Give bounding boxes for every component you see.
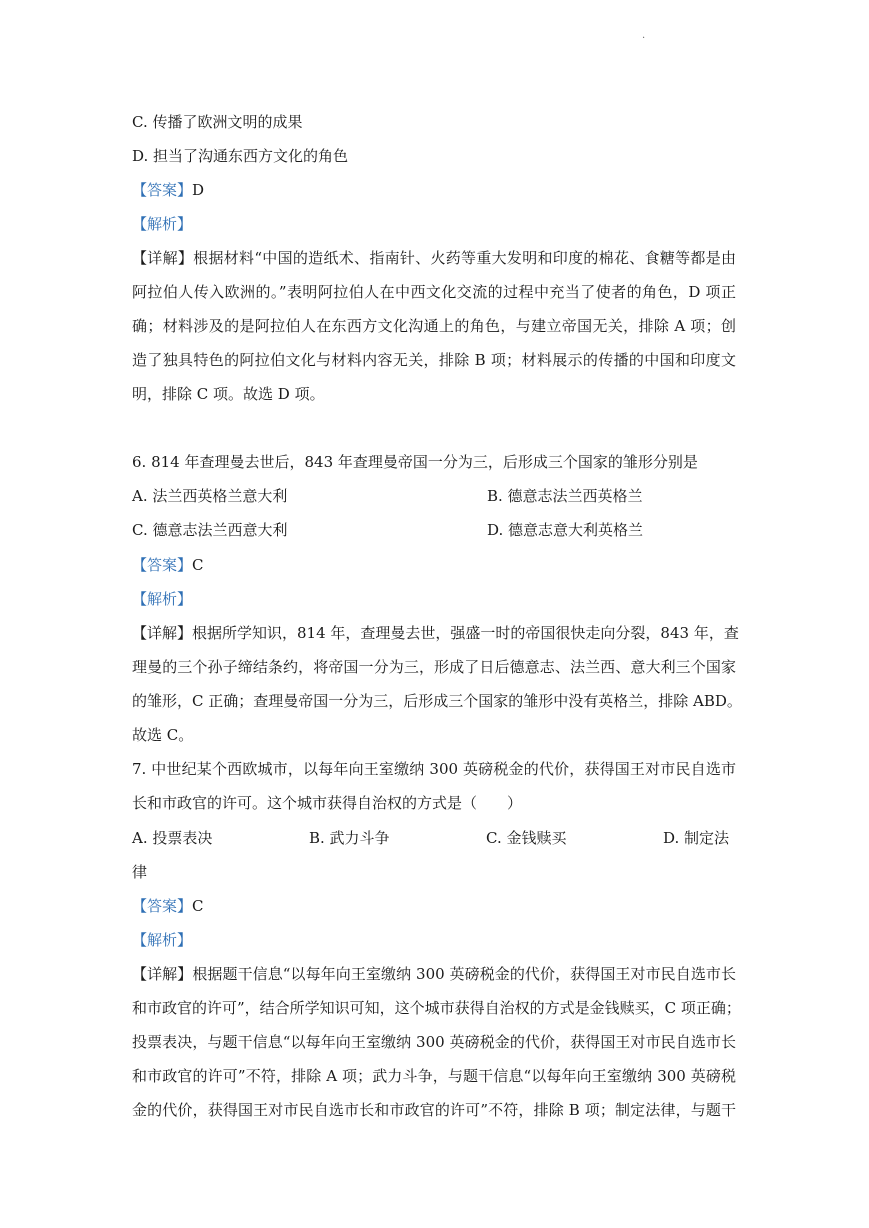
q5-detail-line-1 xyxy=(132,248,736,268)
page-marker-dot: . xyxy=(642,30,646,41)
q5-answer xyxy=(132,180,204,200)
q6-detail-line-3: 的雏形，C 正确；查理曼帝国一分为三，后形成三个国家的雏形中没有英格兰，排除 ABD。 xyxy=(132,692,742,710)
q5-detail-line-2: 阿拉伯人传入欧洲的。”表明阿拉伯人在中西文化交流的过程中充当了使者的角色，D 项正 xyxy=(132,283,736,301)
q7-stem-line-2: 长和市政官的许可。这个城市获得自治权的方式是（ ） xyxy=(132,794,523,812)
q7-option-d-continued: 律 xyxy=(132,863,148,881)
q6-option-d: D. 德意志意大利英格兰 xyxy=(487,521,644,539)
answer-label: 【答案】 xyxy=(132,897,193,915)
answer-value: D xyxy=(192,181,205,199)
q7-detail-line-2: 和市政官的许可”，结合所学知识可知，这个城市获得自治权的方式是金钱赎买，C 项正确； xyxy=(132,999,741,1017)
q7-detail-line-3: 投票表决，与题干信息“以每年向王室缴纳 300 英磅税金的代价，获得国王对市民自选市长 xyxy=(132,1033,736,1051)
q6-option-b: B. 德意志法兰西英格兰 xyxy=(487,487,643,505)
q7-answer xyxy=(132,896,204,916)
q5-detail-line-3: 确；材料涉及的是阿拉伯人在东西方文化沟通上的角色，与建立帝国无关，排除 A 项；创 xyxy=(132,317,736,335)
q6-stem: 6. 814 年查理曼去世后，843 年查理曼帝国一分为三，后形成三个国家的雏形分别是 xyxy=(132,453,698,471)
q7-stem-line-1: 7. 中世纪某个西欧城市，以每年向王室缴纳 300 英磅税金的代价，获得国王对市民自选市 xyxy=(132,760,736,778)
q6-detail-line-4: 故选 C。 xyxy=(132,726,194,744)
q7-option-b: B. 武力斗争 xyxy=(309,829,390,847)
q6-option-c: C. 德意志法兰西意大利 xyxy=(132,521,288,539)
analysis-label: 【解析】 xyxy=(132,590,193,608)
q6-option-a: A. 法兰西英格兰意大利 xyxy=(132,487,288,505)
detail-label: 【详解】 xyxy=(132,624,193,642)
answer-value: C xyxy=(192,556,204,574)
answer-label: 【答案】 xyxy=(132,556,193,574)
q6-detail-line-2: 理曼的三个孙子缔结条约，将帝国一分为三，形成了日后德意志、法兰西、意大利三个国家 xyxy=(132,658,736,676)
q7-option-d: D. 制定法 xyxy=(663,829,730,847)
q5-option-d: D. 担当了沟通东西方文化的角色 xyxy=(132,147,349,165)
q5-analysis xyxy=(132,214,192,234)
analysis-label: 【解析】 xyxy=(132,931,193,949)
detail-text: 根据题干信息“以每年向王室缴纳 300 英磅税金的代价，获得国王对市民自选市长 xyxy=(192,965,736,983)
analysis-label: 【解析】 xyxy=(132,215,193,233)
q7-detail-line-4: 和市政官的许可”不符，排除 A 项；武力斗争，与题干信息“以每年向王室缴纳 300 英磅税 xyxy=(132,1067,736,1085)
detail-text: 根据所学知识，814 年，查理曼去世，强盛一时的帝国很快走向分裂，843 年，查 xyxy=(192,624,739,642)
q6-answer xyxy=(132,555,204,575)
q5-detail-line-5: 明，排除 C 项。故选 D 项。 xyxy=(132,385,325,403)
answer-label: 【答案】 xyxy=(132,181,193,199)
detail-label: 【详解】 xyxy=(132,965,193,983)
detail-text: 根据材料“中国的造纸术、指南针、火药等重大发明和印度的棉花、食糖等都是由 xyxy=(193,249,736,267)
detail-label: 【详解】 xyxy=(132,249,194,267)
answer-value: C xyxy=(192,897,204,915)
q7-analysis xyxy=(132,930,192,950)
q7-option-c: C. 金钱赎买 xyxy=(486,829,567,847)
q7-detail-line-1 xyxy=(132,964,736,984)
q6-detail-line-1 xyxy=(132,623,739,643)
q7-option-a: A. 投票表决 xyxy=(132,829,213,847)
q5-option-c: C. 传播了欧洲文明的成果 xyxy=(132,113,303,131)
q6-analysis xyxy=(132,589,192,609)
q5-detail-line-4: 造了独具特色的阿拉伯文化与材料内容无关，排除 B 项；材料展示的传播的中国和印度文 xyxy=(132,351,736,369)
q7-detail-line-5: 金的代价，获得国王对市民自选市长和市政官的许可”不符，排除 B 项；制定法律，与题干 xyxy=(132,1101,736,1119)
